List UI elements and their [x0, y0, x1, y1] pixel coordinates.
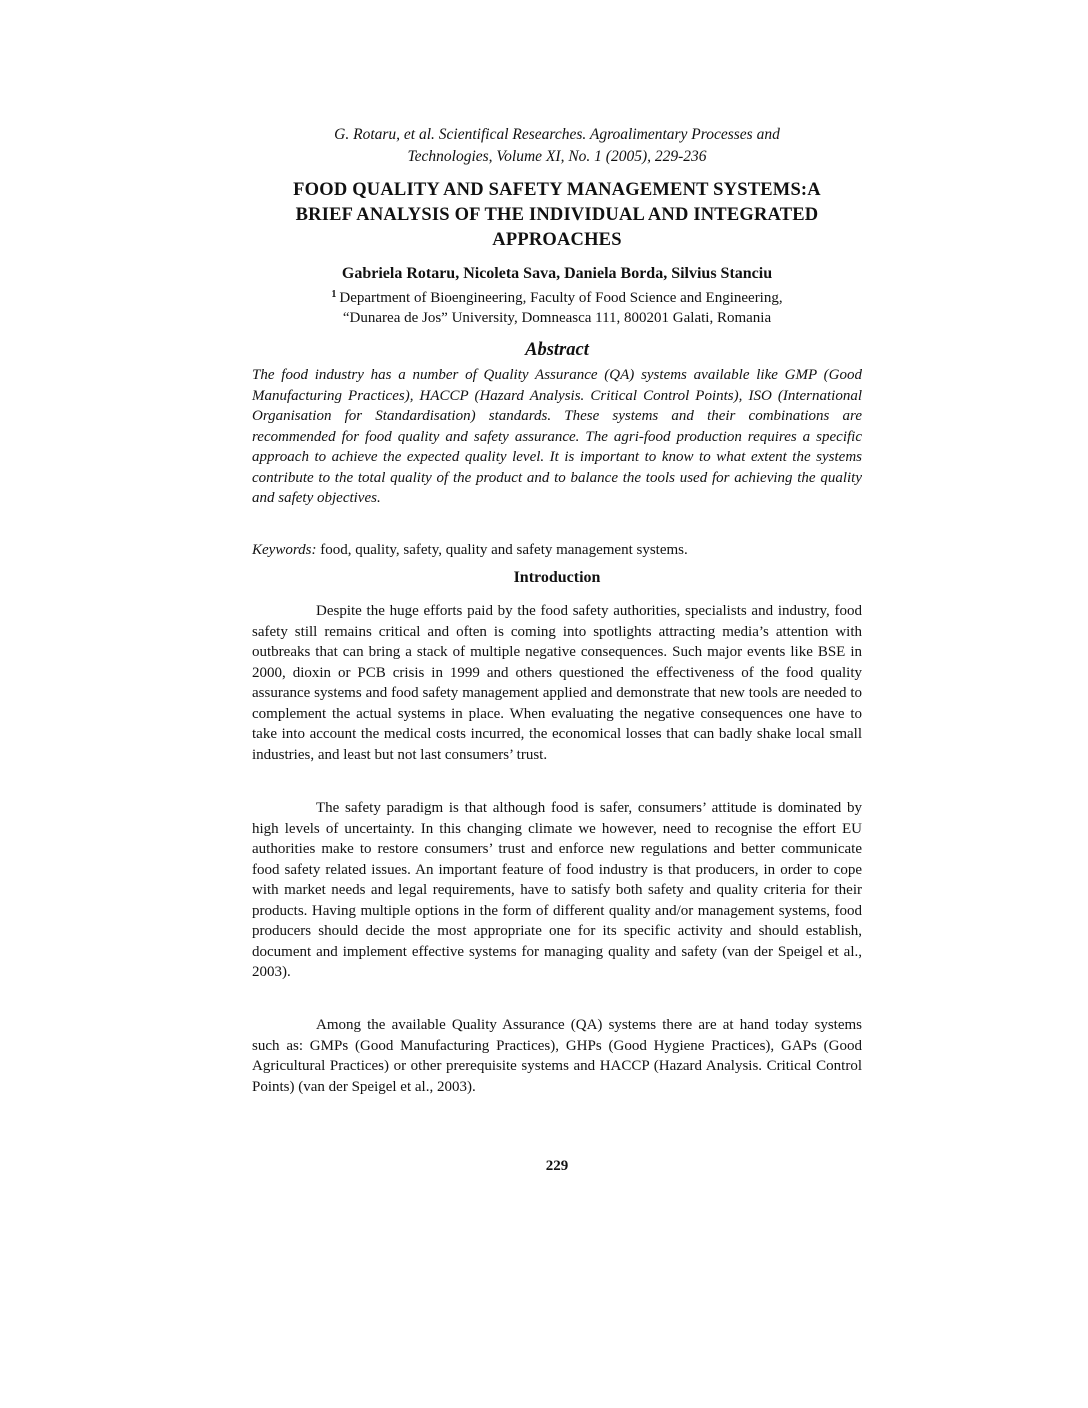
intro-paragraph-3: Among the available Quality Assurance (QA) systems there are at hand today systems such as: GMPs (Good Manufacturing Practices), GHPs (Good Hygiene Practices), GAPs (Good Agricultural Practices) or other prerequisite systems and HACCP (Hazard Analysis. Critical Control Points) (van der Speigel et al., 2003).	[252, 1017, 862, 1095]
intro-paragraph-2: The safety paradigm is that although food is safer, consumers’ attitude is dominated by high levels of uncertainty. In this changing climate we however, need to recognise the effort EU authorities make to restore consumers’ trust and enforce new regulations and better communicate food safety related issues. An important feature of food industry is that producers, in order to cope with market needs and legal requirements, have to satisfy both safety and quality criteria for their products. Having multiple options in the form of different quality and/or management systems, food producers should decide the most appropriate one for its specific activity and should establish, document and implement effective systems for managing quality and safety (van der Speigel et al., 2003).	[252, 800, 862, 980]
affiliation-line-1	[252, 285, 862, 308]
section-heading-introduction: Introduction	[513, 569, 601, 586]
intro-paragraph-1: Despite the huge efforts paid by the food safety authorities, specialists and industry, food safety still remains critical and often is coming into spotlights attracting media’s attention with outbreaks that can bring a stack of multiple negative consequences. Such major events like BSE in 2000, dioxin or PCB crisis in 1999 and others questioned the effectiveness of the food quality assurance systems and food safety management applied and demonstrate that new tools are needed to complement the actual systems in place. When evaluating the negative consequences one have to take into account the medical costs incurred, the economical losses that can badly shake local small industries, and least but not last consumers’ trust.	[252, 603, 862, 763]
affiliation-marker: 1	[331, 289, 337, 300]
affiliation	[252, 285, 862, 328]
title-line-1: FOOD QUALITY AND SAFETY MANAGEMENT SYSTEMS:A	[293, 180, 821, 200]
keywords-label: Keywords:	[252, 542, 317, 558]
abstract-text: The food industry has a number of Quality Assurance (QA) systems available like GMP (Good Manufacturing Practices), HACCP (Hazard Analysis. Critical Control Points), ISO (International Organisation for Standardisation) standards. These systems and their combinations are recommended for food quality and safety assurance. The agri-food production requires a specific approach to achieve the expected quality level. It is important to know to what extent the systems contribute to the total quality of the product and to balance the tools used for achieving the quality and safety objectives.	[252, 367, 862, 506]
citation-line-2: Technologies, Volume XI, No. 1 (2005), 229-236	[407, 148, 707, 165]
author-list: Gabriela Rotaru, Nicoleta Sava, Daniela Borda, Silvius Stanciu	[341, 265, 773, 282]
keywords	[252, 540, 862, 560]
title-line-3: APPROACHES	[492, 230, 622, 250]
affiliation-line-2: “Dunarea de Jos” University, Domneasca 111, 800201 Galati, Romania	[342, 310, 772, 326]
citation-line-1: G. Rotaru, et al. Scientifical Researches. Agroalimentary Processes and	[334, 126, 780, 143]
affiliation-text-1: Department of Bioengineering, Faculty of Food Science and Engineering,	[339, 290, 783, 306]
abstract-heading: Abstract	[525, 340, 589, 360]
page-number: 229	[545, 1158, 569, 1174]
paper-title	[252, 178, 862, 253]
keywords-text: food, quality, safety, quality and safety management systems.	[316, 542, 688, 558]
journal-citation	[252, 124, 862, 168]
title-line-2: BRIEF ANALYSIS OF THE INDIVIDUAL AND INTEGRATED	[295, 205, 819, 225]
